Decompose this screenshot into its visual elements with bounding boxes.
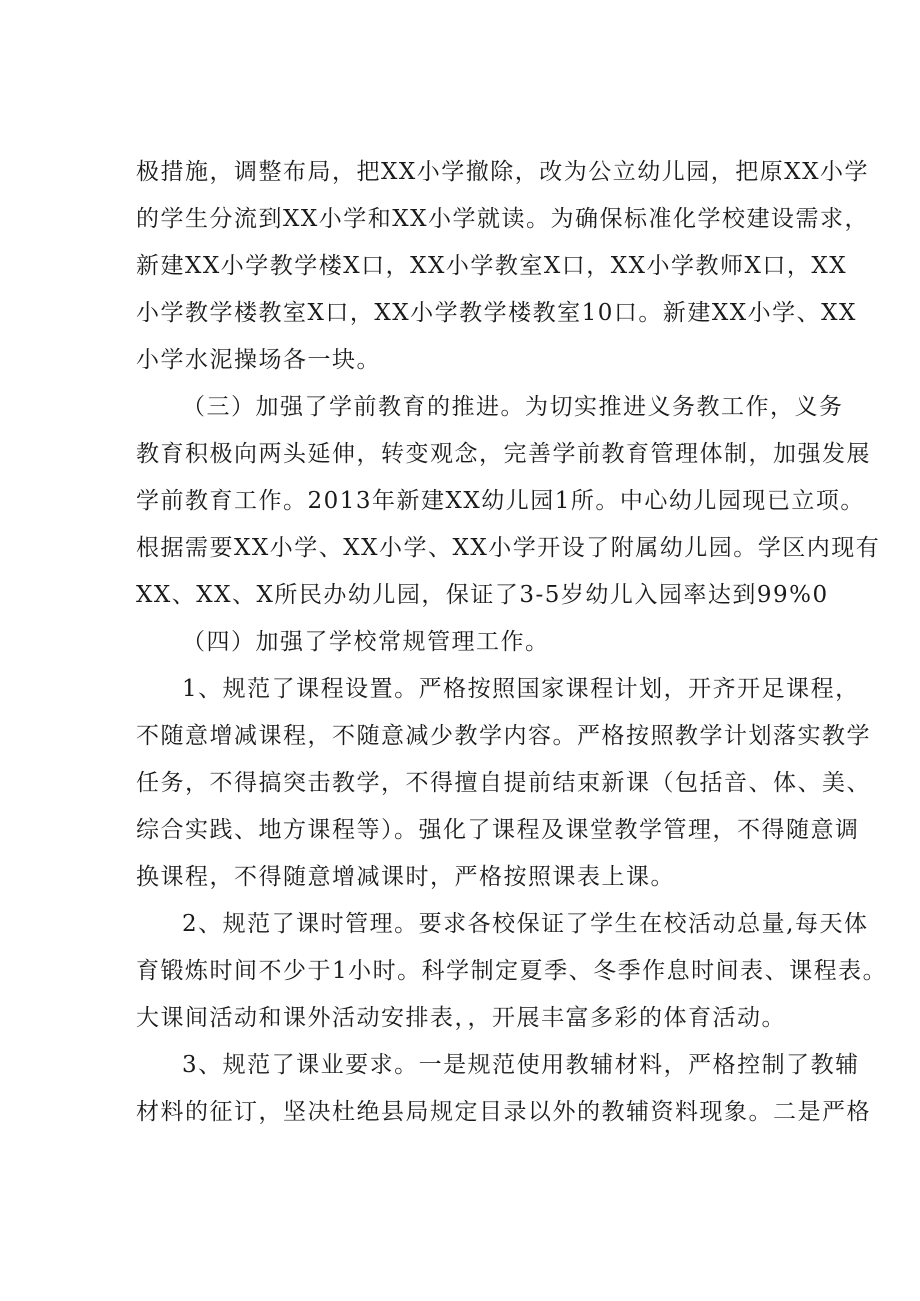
- text-line: 小学教学楼教室X口，XX小学教学楼教室10口。新建XX小学、XX: [136, 300, 857, 326]
- paragraph-heading: （三）加强了学前教育的推进。为切实推进义务教工作，义务: [182, 394, 844, 420]
- text-line: 换课程，不得随意增减课时，严格按照课表上课。: [136, 864, 675, 890]
- text-line: 极措施，调整布局，把XX小学撤除，改为公立幼儿园，把原XX小学: [136, 159, 869, 185]
- paragraph-heading: 1、规范了课程设置。严格按照国家课程计划，开齐开足课程，: [182, 676, 860, 702]
- text-line: 综合实践、地方课程等）。强化了课程及课堂教学管理，不得随意调: [136, 817, 860, 843]
- text-line: 任务，不得搞突击教学，不得擅自提前结束新课（包括音、体、美、: [136, 770, 871, 796]
- text-line: 的学生分流到XX小学和XX小学就读。为确保标准化学校建设需求，: [136, 206, 869, 232]
- text-line: 学前教育工作。2013年新建XX幼儿园1所。中心幼儿园现已立项。: [136, 488, 865, 514]
- text-line: 新建XX小学教学楼X口，XX小学教室X口，XX小学教师X口，XX: [136, 253, 848, 279]
- text-line: 材料的征订，坚决杜绝县局规定目录以外的教辅资料现象。二是严格: [136, 1099, 871, 1125]
- text-line: 育锻炼时间不少于1小时。科学制定夏季、冬季作息时间表、课程表。: [136, 958, 888, 984]
- text-line: XX、XX、X所民办幼儿园，保证了3-5岁幼儿入园率达到99%0: [136, 582, 829, 608]
- text-line: 不随意增减课程，不随意减少教学内容。严格按照教学计划落实教学: [136, 723, 871, 749]
- text-line: 大课间活动和课外活动安排表，，开展丰富多彩的体育活动。: [136, 1005, 786, 1031]
- paragraph-heading: 2、规范了课时管理。要求各校保证了学生在校活动总量,每天体: [182, 911, 869, 937]
- text-line: 教育积极向两头延伸，转变观念，完善学前教育管理体制，加强发展: [136, 441, 871, 467]
- text-line: 根据需要XX小学、XX小学、XX小学开设了附属幼儿园。学区内现有: [136, 535, 881, 561]
- text-line: 小学水泥操场各一块。: [136, 347, 381, 373]
- section-heading: （四）加强了学校常规管理工作。: [182, 629, 550, 655]
- paragraph-heading: 3、规范了课业要求。一是规范使用教辅材料，严格控制了教辅: [182, 1052, 860, 1078]
